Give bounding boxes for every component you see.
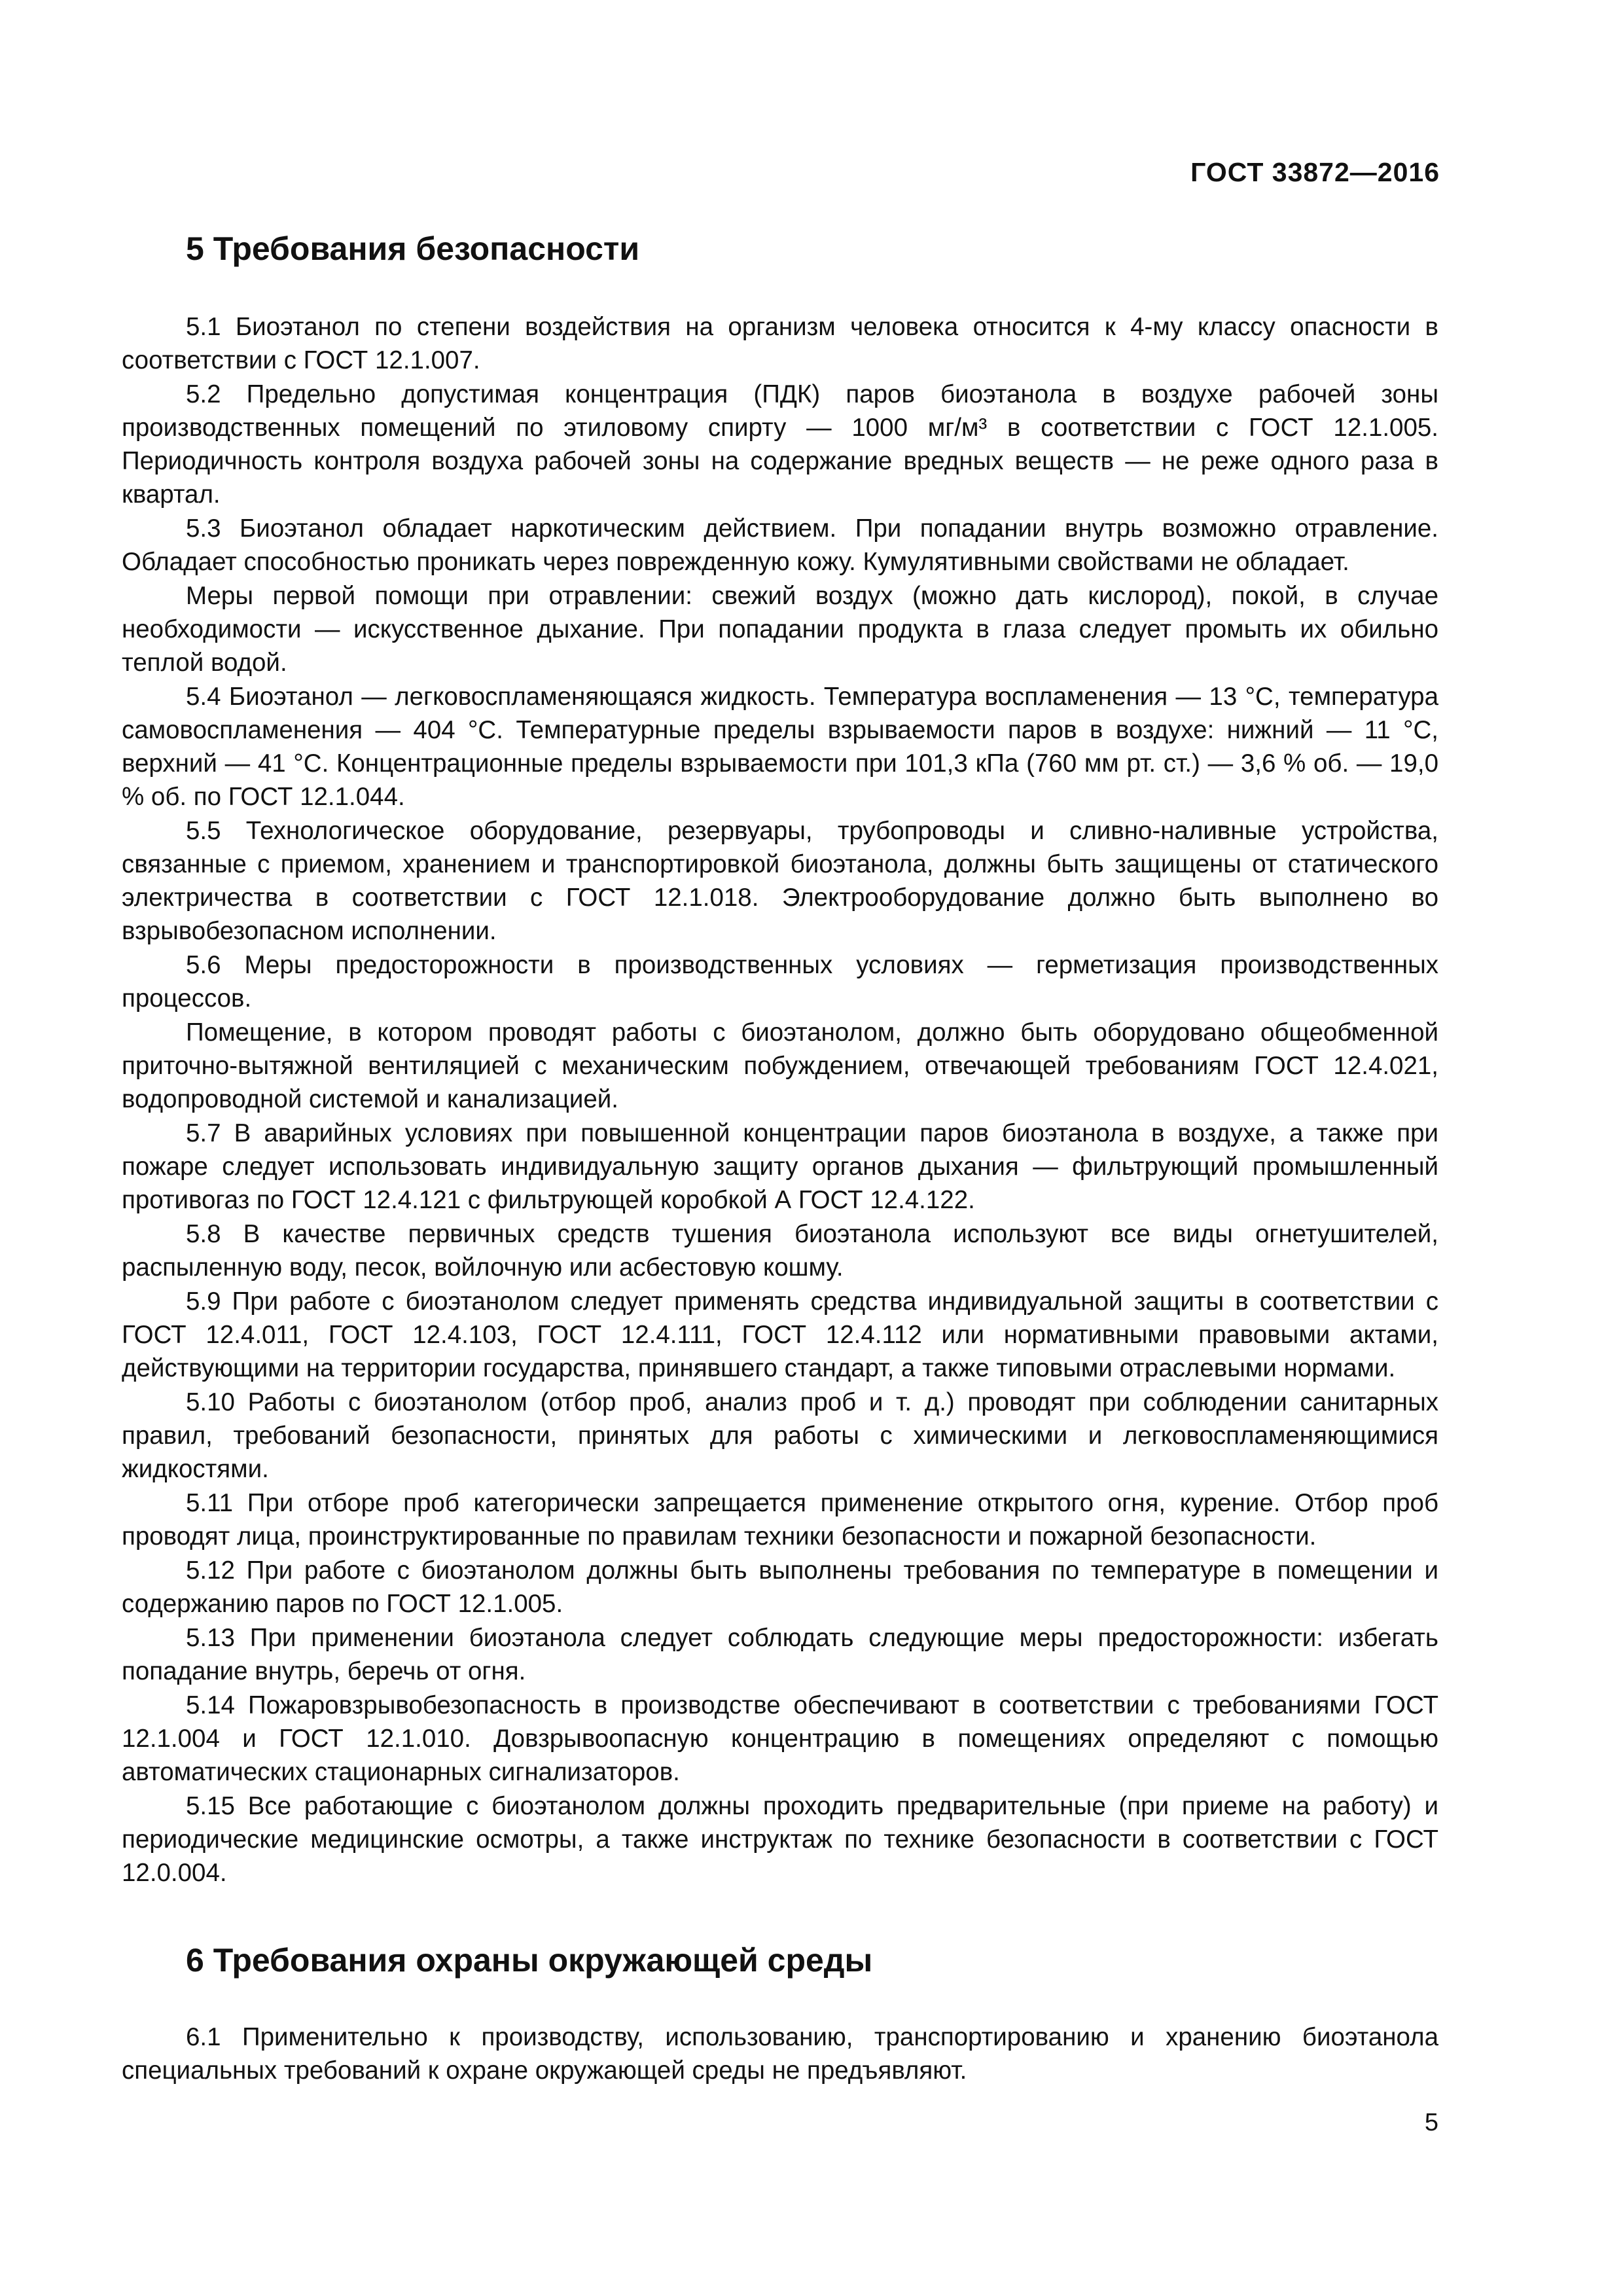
paragraph-5-5: 5.5 Технологическое оборудование, резервуары, трубопроводы и сливно-наливные устройства, связанные с приемом, хранением и транспортировкой биоэтанола, должны быть защищены от статического электричества в соответствии с ГОСТ 12.1.018. Электрооборудование должно быть выполнено во взрывобезопасном исполнении.	[122, 817, 1438, 945]
paragraph-5-12: 5.12 При работе с биоэтанолом должны быть выполнены требования по температуре в помещении и содержанию паров по ГОСТ 12.1.005.	[122, 1556, 1438, 1618]
paragraph-first-aid: Меры первой помощи при отравлении: свежий воздух (можно дать кислород), покой, в случае необходимости — искусственное дыхание. При попадании продукта в глаза следует промыть их обильно теплой водой.	[122, 582, 1438, 677]
document-code-header: ГОСТ 33872—2016	[1190, 157, 1440, 187]
section-5-title: 5 Требования безопасности	[186, 230, 640, 267]
paragraph-5-9: 5.9 При работе с биоэтанолом следует применять средства индивидуальной защиты в соответствии с ГОСТ 12.4.011, ГОСТ 12.4.103, ГОСТ 12.4.111, ГОСТ 12.4.112 или нормативными правовыми актами, действующими на территории государства, принявшего стандарт, а также типовыми отраслевыми нормами.	[122, 1287, 1438, 1382]
paragraph-5-8: 5.8 В качестве первичных средств тушения биоэтанола используют все виды огнетушителей, распыленную воду, песок, войлочную или асбестовую кошму.	[122, 1220, 1438, 1282]
paragraph-5-1: 5.1 Биоэтанол по степени воздействия на организм человека относится к 4-му классу опасности в соответствии с ГОСТ 12.1.007.	[122, 313, 1438, 374]
section-6-title: 6 Требования охраны окружающей среды	[186, 1942, 873, 1979]
paragraph-6-1: 6.1 Применительно к производству, использованию, транспортированию и хранению биоэтанола специальных требований к охране окружающей среды не предъявляют.	[122, 2023, 1438, 2085]
document-body	[122, 229, 1438, 2088]
page-number: 5	[1424, 2109, 1438, 2136]
paragraph-5-11: 5.11 При отборе проб категорически запрещается применение открытого огня, курение. Отбор проб проводят лица, проинструктированные по правилам техники безопасности и пожарной безопасности.	[122, 1489, 1438, 1551]
paragraph-5-2: 5.2 Предельно допустимая концентрация (ПДК) паров биоэтанола в воздухе рабочей зоны производственных помещений по этиловому спирту — 1000 мг/м³ в соответствии с ГОСТ 12.1.005. Периодичность контроля воздуха рабочей зоны на содержание вредных веществ — не реже одного раза в квартал.	[122, 380, 1438, 509]
paragraph-premises: Помещение, в котором проводят работы с биоэтанолом, должно быть оборудовано общеобменной приточно-вытяжной вентиляцией с механическим побуждением, отвечающей требованиям ГОСТ 12.4.021, водопроводной системой и канализацией.	[122, 1018, 1438, 1113]
paragraph-5-14: 5.14 Пожаровзрывобезопасность в производстве обеспечивают в соответствии с требованиями ГОСТ 12.1.004 и ГОСТ 12.1.010. Довзрывоопасную концентрацию в помещениях определяют с помощью автоматических стационарных сигнализаторов.	[122, 1691, 1438, 1786]
paragraph-5-7: 5.7 В аварийных условиях при повышенной концентрации паров биоэтанола в воздухе, а также при пожаре следует использовать индивидуальную защиту органов дыхания — фильтрующий промышленный противогаз по ГОСТ 12.4.121 с фильтрующей коробкой А ГОСТ 12.4.122.	[122, 1119, 1438, 1214]
paragraph-5-15: 5.15 Все работающие с биоэтанолом должны проходить предварительные (при приеме на работу) и периодические медицинские осмотры, а также инструктаж по технике безопасности в соответствии с ГОСТ 12.0.004.	[122, 1792, 1438, 1887]
paragraph-5-3: 5.3 Биоэтанол обладает наркотическим действием. При попадании внутрь возможно отравление. Обладает способностью проникать через поврежденную кожу. Кумулятивными свойствами не обладает.	[122, 514, 1438, 576]
paragraph-5-10: 5.10 Работы с биоэтанолом (отбор проб, анализ проб и т. д.) проводят при соблюдении санитарных правил, требований безопасности, принятых для работы с химическими и легковоспламеняющимися жидкостями.	[122, 1388, 1438, 1483]
paragraph-5-6: 5.6 Меры предосторожности в производственных условиях — герметизация производственных процессов.	[122, 951, 1438, 1013]
paragraph-5-4: 5.4 Биоэтанол — легковоспламеняющаяся жидкость. Температура воспламенения — 13 °С, температура самовоспламенения — 404 °С. Температурные пределы взрываемости паров в воздухе: нижний — 11 °С, верхний — 41 °С. Концентрационные пределы взрываемости при 101,3 кПа (760 мм рт. ст.) — 3,6 % об. — 19,0 % об. по ГОСТ 12.1.044.	[122, 683, 1438, 811]
paragraph-5-13: 5.13 При применении биоэтанола следует соблюдать следующие меры предосторожности: избегать попадание внутрь, беречь от огня.	[122, 1624, 1438, 1685]
